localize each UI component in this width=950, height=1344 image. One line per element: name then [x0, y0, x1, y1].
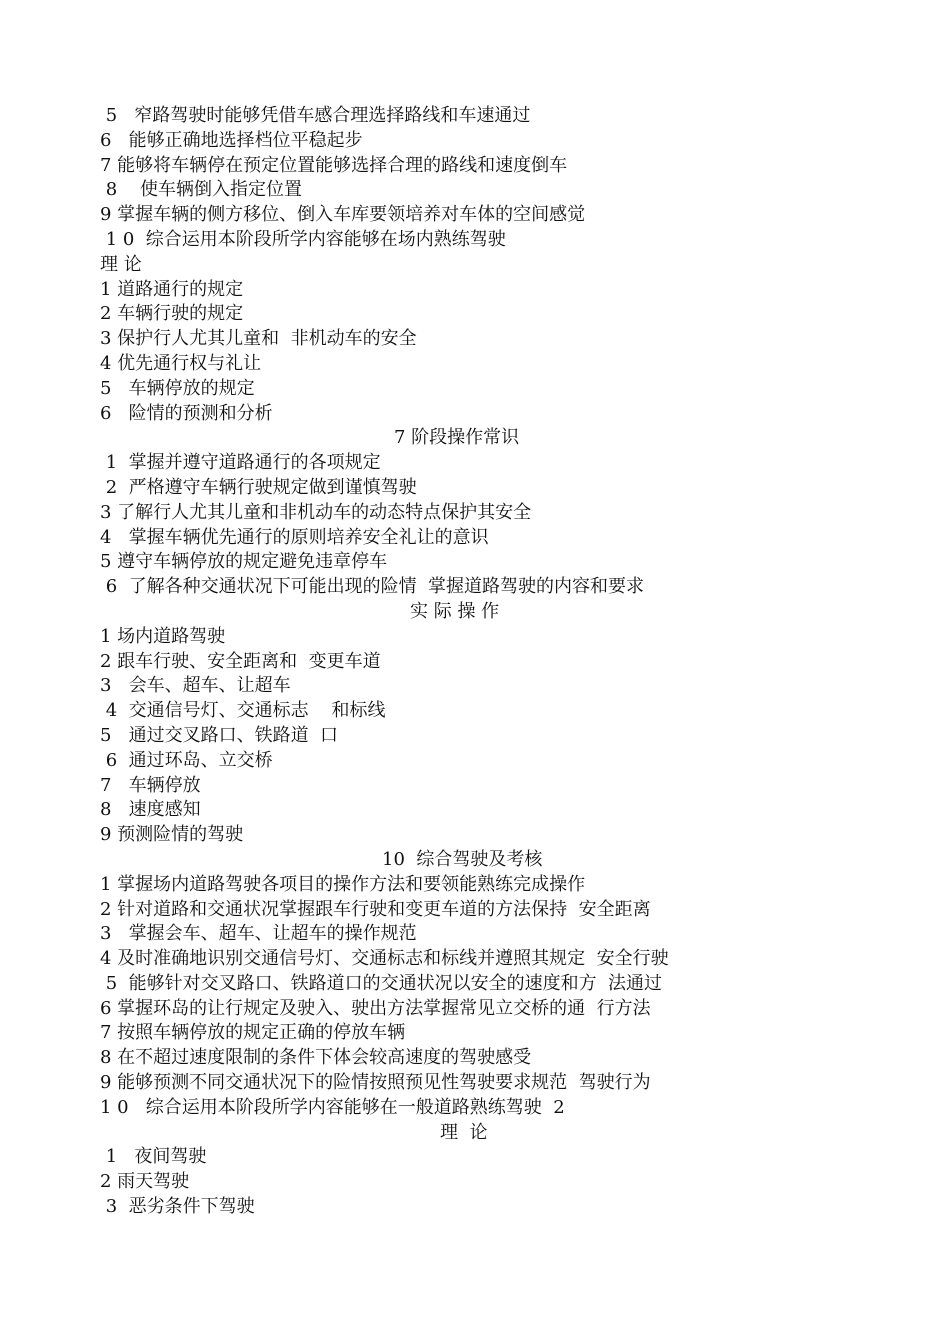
- text-line: 6 掌握环岛的让行规定及驶入、驶出方法掌握常见立交桥的通 行方法: [100, 997, 651, 1019]
- text-line: 4 优先通行权与礼让: [100, 352, 262, 374]
- text-line: 8 速度感知: [100, 799, 201, 821]
- text-line: 7 阶段操作常识: [394, 427, 520, 449]
- text-line: 3 会车、超车、让超车: [100, 675, 291, 697]
- text-line: 6 能够正确地选择档位平稳起步: [100, 129, 363, 151]
- text-line: 5 车辆停放的规定: [100, 377, 255, 399]
- text-line: 8 使车辆倒入指定位置: [100, 179, 303, 201]
- text-line: 理 论: [440, 1121, 488, 1143]
- text-line: 4 交通信号灯、交通标志 和标线: [100, 700, 386, 722]
- document-body: [100, 104, 860, 1220]
- text-line: 3 恶劣条件下驾驶: [100, 1196, 255, 1218]
- text-line: 1 0 综合运用本阶段所学内容能够在一般道路熟练驾驶 2: [100, 1096, 565, 1118]
- text-line: 5 能够针对交叉路口、铁路道口的交通状况以安全的速度和方 法通过: [100, 972, 663, 994]
- text-line: 2 跟车行驶、安全距离和 变更车道: [100, 650, 381, 672]
- text-line: 6 通过环岛、立交桥: [100, 749, 273, 771]
- text-line: 3 了解行人尤其儿童和非机动车的动态特点保护其安全: [100, 501, 532, 523]
- text-line: 2 车辆行驶的规定: [100, 303, 244, 325]
- text-line: 4 掌握车辆优先通行的原则培养安全礼让的意识: [100, 526, 489, 548]
- text-line: 7 能够将车辆停在预定位置能够选择合理的路线和速度倒车: [100, 154, 568, 176]
- text-line: 5 通过交叉路口、铁路道 口: [100, 724, 339, 746]
- text-line: 9 预测险情的驾驶: [100, 824, 244, 846]
- text-line: 7 车辆停放: [100, 774, 201, 796]
- text-line: 9 能够预测不同交通状况下的险情按照预见性驾驶要求规范 驾驶行为: [100, 1072, 651, 1094]
- text-line: 3 掌握会车、超车、让超车的操作规范: [100, 923, 417, 945]
- text-line: 2 雨天驾驶: [100, 1171, 190, 1193]
- text-line: 3 保护行人尤其儿童和 非机动车的安全: [100, 328, 417, 350]
- text-line: 1 掌握并遵守道路通行的各项规定: [100, 452, 381, 474]
- text-line: 2 针对道路和交通状况掌握跟车行驶和变更车道的方法保持 安全距离: [100, 898, 651, 920]
- text-line: 1 场内道路驾驶: [100, 625, 226, 647]
- text-line: 理 论: [100, 253, 142, 275]
- text-line: 7 按照车辆停放的规定正确的停放车辆: [100, 1022, 406, 1044]
- text-line: 1 0 综合运用本阶段所学内容能够在场内熟练驾驶: [100, 228, 506, 250]
- text-line: 9 掌握车辆的侧方移位、倒入车库要领培养对车体的空间感觉: [100, 204, 586, 226]
- text-line: 实 际 操 作: [410, 600, 500, 622]
- text-line: 8 在不超过速度限制的条件下体会较高速度的驾驶感受: [100, 1047, 532, 1069]
- text-line: 2 严格遵守车辆行驶规定做到谨慎驾驶: [100, 476, 417, 498]
- text-line: 5 窄路驾驶时能够凭借车感合理选择路线和车速通过: [100, 105, 531, 126]
- text-line: 4 及时准确地识别交通信号灯、交通标志和标线并遵照其规定 安全行驶: [100, 948, 669, 970]
- text-line: 1 掌握场内道路驾驶各项目的操作方法和要领能熟练完成操作: [100, 873, 586, 895]
- text-line: 10 综合驾驶及考核: [382, 848, 543, 870]
- text-line: 6 了解各种交通状况下可能出现的险情 掌握道路驾驶的内容和要求: [100, 576, 645, 598]
- text-line: 6 险情的预测和分析: [100, 402, 273, 424]
- text-line: 1 道路通行的规定: [100, 278, 244, 300]
- text-line: 1 夜间驾驶: [100, 1146, 207, 1168]
- text-line: 5 遵守车辆停放的规定避免违章停车: [100, 551, 388, 573]
